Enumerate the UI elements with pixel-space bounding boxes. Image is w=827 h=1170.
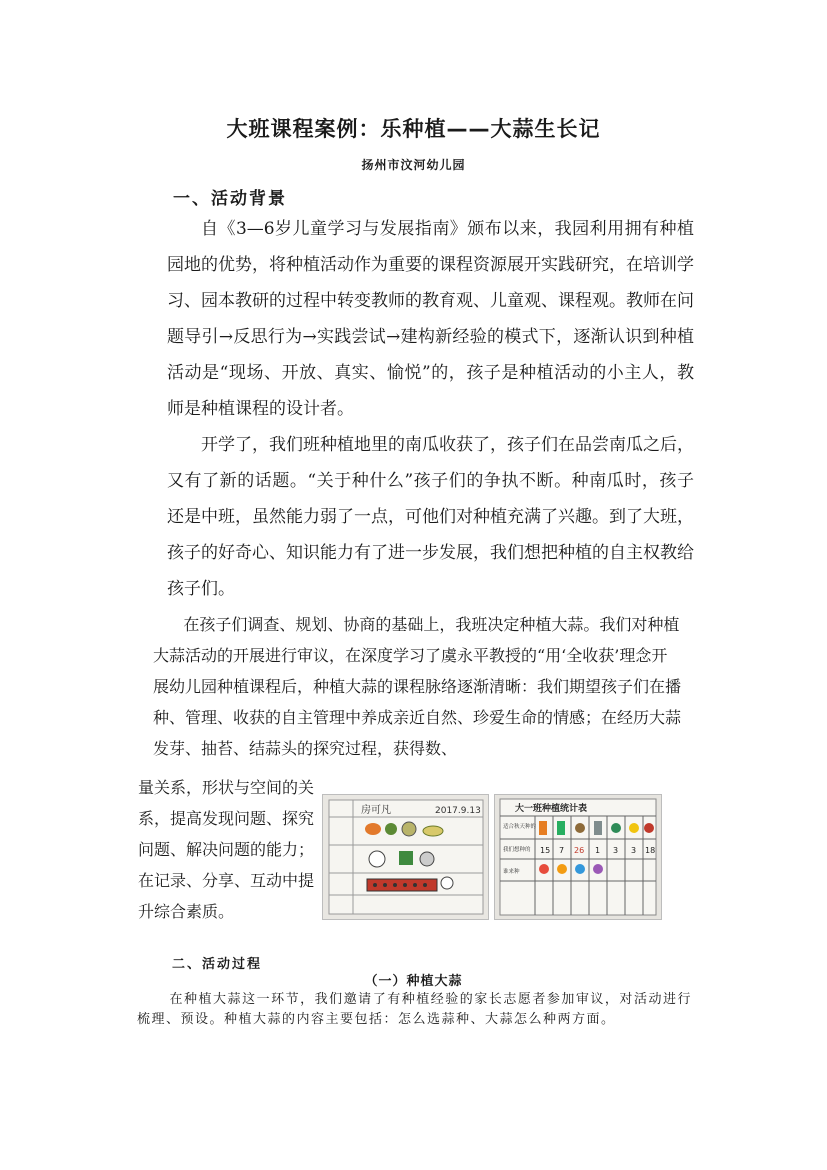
tally-row-label-2: 我们想种的 xyxy=(503,847,531,853)
tally-chart-drawing xyxy=(495,795,661,919)
paragraph-background: 自《3—6岁儿童学习与发展指南》颁布以来，我园利用拥有种植园地的优势，将种植活动作为重要的课程资源展开实践研究，在培训学习、园本教研的过程中转变教师的教育观、儿童观、课程观。教师在问题导引→反思行为→实践尝试→建构新经验的模式下，逐渐认识到种植活动是“现场、开放、真实、愉悦”的，孩子是种植活动的小主人，教师是种植课程的设计者。 xyxy=(167,219,694,419)
tally-number: 3 xyxy=(631,846,637,855)
survey-sheet-drawing xyxy=(323,795,488,919)
paragraph-planting: 在种植大蒜这一环节，我们邀请了有种植经验的家长志愿者参加审议，对活动进行梳理、预设。种植大蒜的内容主要包括：怎么选蒜种、大蒜怎么种两方面。 xyxy=(137,992,692,1027)
document-title: 大班课程案例：乐种植——大蒜生长记 xyxy=(226,117,601,141)
tally-number: 7 xyxy=(559,846,565,855)
handwritten-date: 2017.9.13 xyxy=(435,806,481,816)
paragraph-decision: 在孩子们调查、规划、协商的基础上，我班决定种植大蒜。我们对种植大蒜活动的开展进行审议，在深度学习了虞永平教授的“用‘全收获’理念开展幼儿园种植课程后，种植大蒜的课程脉络逐渐清晰：我们期望孩子们在播种、管理、收获的自主管理中养成亲近自然、珍爱生命的情感；在经历大蒜发芽、抽苔、结蒜头的探究过程，获得数、 xyxy=(153,615,682,758)
paragraph-class-context: 开学了，我们班种植地里的南瓜收获了，孩子们在品尝南瓜之后，又有了新的话题。“关于种什么”孩子们的争执不断。种南瓜时，孩子还是中班，虽然能力弱了一点，可他们对种植充满了兴趣。到了大班，孩子的好奇心、知识能力有了进一步发展，我们想把种植的自主权教给孩子们。 xyxy=(167,435,694,599)
tally-chart-title: 大一班种植统计表 xyxy=(515,804,588,814)
tally-number: 15 xyxy=(540,846,551,855)
survey-sheet-photo xyxy=(322,794,489,920)
subsection-heading-planting: （一）种植大蒜 xyxy=(364,974,463,989)
handwritten-name: 房可凡 xyxy=(361,805,391,816)
tally-number: 3 xyxy=(613,846,619,855)
tally-number: 18 xyxy=(645,846,656,855)
section-heading-background: 一、活动背景 xyxy=(173,189,287,209)
tally-number: 1 xyxy=(595,846,601,855)
paragraph-goals-wrap: 量关系，形状与空间的关系，提高发现问题、探究问题、解决问题的能力；在记录、分享、互动中提升综合素质。 xyxy=(138,778,315,921)
tally-row-label-1: 适合秋天种的 xyxy=(503,824,537,830)
tally-chart-photo xyxy=(494,794,662,920)
tally-row-label-3: 谁来种 xyxy=(503,869,520,875)
section-heading-process: 二、活动过程 xyxy=(172,957,263,972)
tally-number: 26 xyxy=(574,846,585,855)
school-name: 扬州市汶河幼儿园 xyxy=(361,158,466,172)
